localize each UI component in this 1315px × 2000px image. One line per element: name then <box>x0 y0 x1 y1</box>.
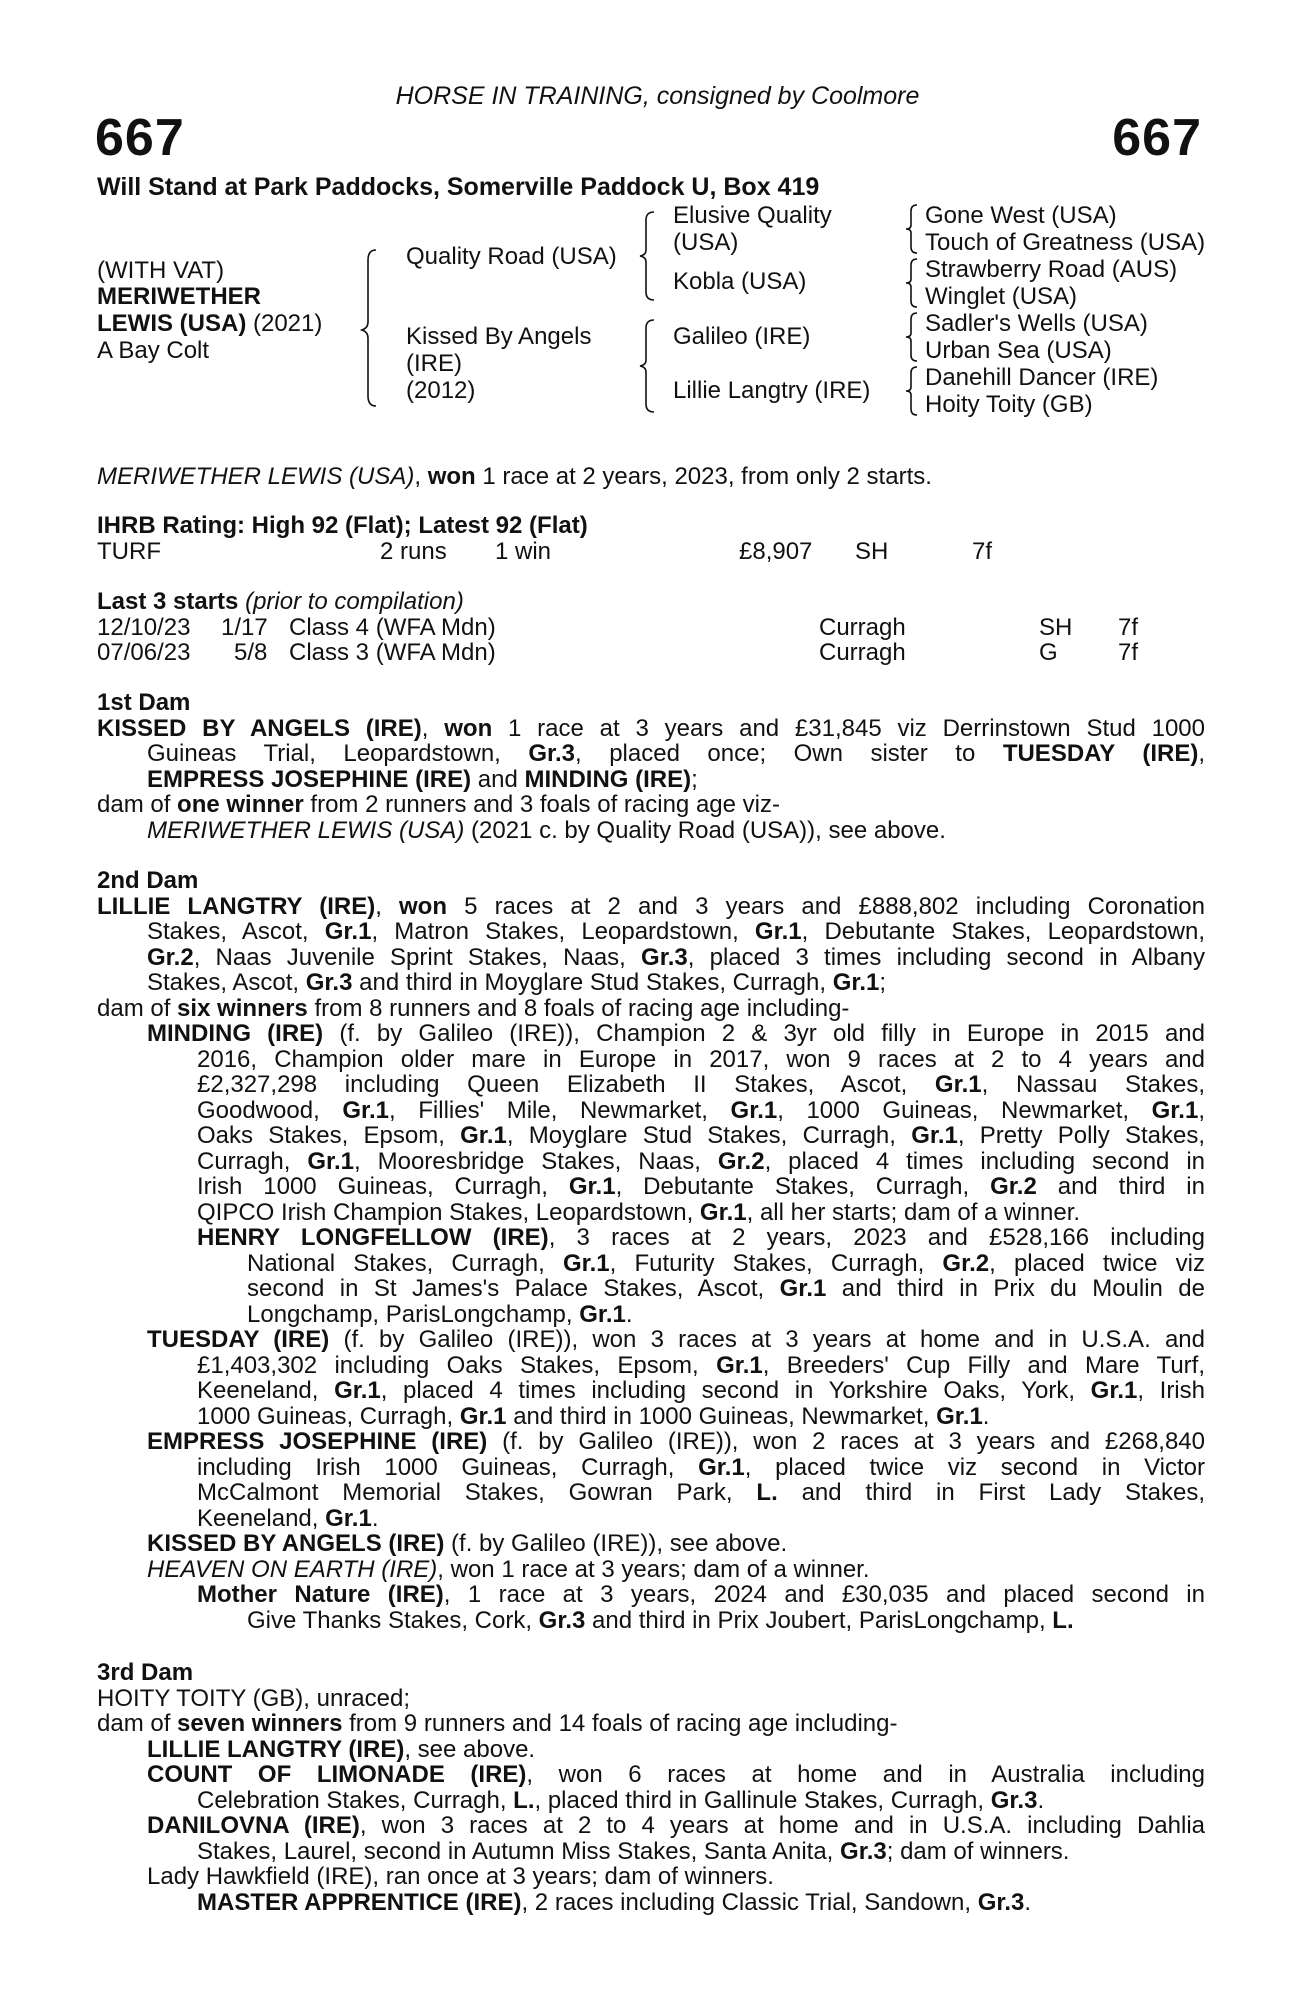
produce-entry: Curragh, Gr.1, Mooresbridge Stakes, Naas, Gr.2, placed 4 times including second in <box>197 1147 1206 1175</box>
gg-3: Strawberry Road (AUS) <box>925 256 1178 283</box>
pedigree-brace-3 <box>640 318 660 414</box>
start-going: SH <box>1039 613 1073 641</box>
produce-entry: KISSED BY ANGELS (IRE) (f. by Galileo (IRE)), see above. <box>147 1530 788 1557</box>
produce-entry: £2,327,298 including Queen Elizabeth II Stakes, Ascot, Gr.1, Nassau Stakes, <box>197 1071 1206 1098</box>
horse-name-line2: LEWIS (USA) <box>97 310 247 337</box>
produce-entry: McCalmont Memorial Stakes, Gowran Park, L. and third in First Lady Stakes, <box>197 1479 1205 1506</box>
produce-entry: Lady Hawkfield (IRE), ran once at 3 years; dam of winners. <box>147 1863 774 1890</box>
sire-sire-line2: (USA) <box>673 229 739 256</box>
sire-dam: Kobla (USA) <box>673 268 807 295</box>
gg-1: Gone West (USA) <box>925 202 1117 229</box>
summary-rest: 1 race at 2 years, 2023, from only 2 starts. <box>475 463 932 490</box>
produce-entry: MINDING (IRE) (f. by Galileo (IRE)), Champion 2 & 3yr old filly in Europe in 2015 and <box>147 1020 1205 1047</box>
produce-entry: 1000 Guineas, Curragh, Gr.1 and third in 1000 Guineas, Newmarket, Gr.1. <box>197 1402 990 1430</box>
pedigree-brace-7 <box>905 365 921 417</box>
start-course: Curragh <box>819 613 906 641</box>
rating-turf-row <box>97 539 1205 565</box>
first-dam-line: dam of one winner from 2 runners and 3 foals of racing age viz- <box>97 791 780 818</box>
last-starts-heading-wrap <box>97 589 1205 615</box>
produce-entry: Celebration Stakes, Curragh, L., placed third in Gallinule Stakes, Curragh, Gr.3. <box>197 1786 1045 1814</box>
first-dam-line: Guineas Trial, Leopardstown, Gr.3, placed once; Own sister to TUESDAY (IRE), <box>147 740 1206 767</box>
catalogue-header: HORSE IN TRAINING, consigned by Coolmore <box>395 82 920 110</box>
produce-entry: Give Thanks Stakes, Cork, Gr.3 and third in Prix Joubert, ParisLongchamp, L. <box>247 1606 1074 1634</box>
horse-name-line1: MERIWETHER <box>97 283 261 310</box>
third-dam-line: dam of seven winners from 9 runners and 14 foals of racing age including- <box>97 1710 898 1737</box>
second-dam-line: Gr.2, Naas Juvenile Sprint Stakes, Naas, Gr.3, placed 3 times including second in Albany <box>147 943 1206 971</box>
produce-entry: DANILOVNA (IRE), won 3 races at 2 to 4 years at home and in U.S.A. including Dahlia <box>147 1812 1205 1839</box>
second-dam-line: Stakes, Ascot, Gr.1, Matron Stakes, Leopardstown, Gr.1, Debutante Stakes, Leopardstown, <box>147 918 1206 945</box>
produce-entry: COUNT OF LIMONADE (IRE), won 6 races at home and in Australia including <box>147 1761 1205 1788</box>
pedigree-brace-6 <box>905 311 921 363</box>
start-race: Class 3 (WFA Mdn) <box>289 639 496 666</box>
produce-entry: National Stakes, Curragh, Gr.1, Futurity Stakes, Curragh, Gr.2, placed twice viz <box>247 1249 1205 1277</box>
pedigree-brace-4 <box>905 203 921 255</box>
last-starts-note: (prior to compilation) <box>238 588 464 615</box>
start-race: Class 4 (WFA Mdn) <box>289 613 496 641</box>
last-starts-heading: Last 3 starts <box>97 588 239 615</box>
lot-number-right: 667 <box>1112 109 1202 167</box>
produce-entry: Stakes, Laurel, second in Autumn Miss Stakes, Santa Anita, Gr.3; dam of winners. <box>197 1837 1070 1865</box>
last-starts-section <box>97 589 1205 666</box>
rating-going: SH <box>855 537 889 565</box>
start-course: Curragh <box>819 639 906 666</box>
produce-entry: including Irish 1000 Guineas, Curragh, Gr.1, placed twice viz second in Victor <box>197 1453 1205 1481</box>
dam-line3: (2012) <box>406 377 476 404</box>
vat-note: (WITH VAT) <box>97 257 225 284</box>
dam-line2: (IRE) <box>406 350 462 377</box>
first-dam-line: KISSED BY ANGELS (IRE), won 1 race at 3 years and £31,845 viz Derrinstown Stud 1000 <box>97 714 1205 742</box>
gg-2: Touch of Greatness (USA) <box>925 229 1206 256</box>
first-dam-heading: 1st Dam <box>97 689 191 716</box>
horse-name-line2-wrap <box>97 310 322 337</box>
first-dam-line: EMPRESS JOSEPHINE (IRE) and MINDING (IRE); <box>147 765 698 793</box>
third-dam-heading: 3rd Dam <box>97 1659 194 1686</box>
second-dam-line: Stakes, Ascot, Gr.3 and third in Moyglare Stud Stakes, Curragh, Gr.1; <box>147 969 887 996</box>
gg-8: Hoity Toity (GB) <box>925 391 1093 418</box>
produce-entry: HEAVEN ON EARTH (IRE), won 1 race at 3 years; dam of a winner. <box>147 1555 870 1583</box>
pedigree-brace-5 <box>905 257 921 309</box>
produce-entry: Mother Nature (IRE), 1 race at 3 years, 2024 and £30,035 and placed second in <box>197 1581 1205 1608</box>
dam-dam: Lillie Langtry (IRE) <box>673 377 871 404</box>
produce-entry: Longchamp, ParisLongchamp, Gr.1. <box>247 1300 633 1328</box>
last-start-row <box>97 615 1205 641</box>
horse-description: A Bay Colt <box>97 337 210 364</box>
rating-prize: £8,907 <box>739 537 813 565</box>
lot-number-left: 667 <box>95 109 185 167</box>
race-summary: MERIWETHER LEWIS (USA), won 1 race at 2 years, 2023, from only 2 starts. <box>97 463 932 490</box>
produce-entry: TUESDAY (IRE) (f. by Galileo (IRE)), won 3 races at 3 years at home and in U.S.A. and <box>147 1326 1205 1353</box>
summary-horse-name: MERIWETHER LEWIS (USA) <box>97 463 415 490</box>
horse-year: (2021) <box>246 310 323 337</box>
pedigree-brace-2 <box>640 210 660 302</box>
first-dam-line: MERIWETHER LEWIS (USA) (2021 c. by Quality Road (USA)), see above. <box>147 816 946 844</box>
sire-sire-line1: Elusive Quality <box>673 202 832 229</box>
produce-entry: Oaks Stakes, Epsom, Gr.1, Moyglare Stud Stakes, Curragh, Gr.1, Pretty Polly Stakes, <box>197 1122 1206 1149</box>
second-dam-line: dam of six winners from 8 runners and 8 foals of racing age including- <box>97 994 850 1022</box>
rating-runs: 2 runs <box>380 537 447 565</box>
gg-6: Urban Sea (USA) <box>925 337 1112 364</box>
produce-entry: £1,403,302 including Oaks Stakes, Epsom, Gr.1, Breeders' Cup Filly and Mare Turf, <box>197 1351 1205 1379</box>
stand-location: Will Stand at Park Paddocks, Somerville Paddock U, Box 419 <box>97 173 820 201</box>
first-dam-section <box>97 690 1205 843</box>
second-dam-section <box>97 868 1205 1633</box>
start-going: G <box>1039 639 1058 666</box>
pedigree-brace-1 <box>362 248 382 408</box>
produce-entry: QIPCO Irish Champion Stakes, Leopardstown, Gr.1, all her starts; dam of a winner. <box>197 1198 1081 1226</box>
dam-line1: Kissed By Angels <box>406 323 592 350</box>
rating-wins: 1 win <box>495 537 552 565</box>
produce-entry: HENRY LONGFELLOW (IRE), 3 races at 2 years, 2023 and £528,166 including <box>197 1224 1206 1251</box>
produce-entry: Goodwood, Gr.1, Fillies' Mile, Newmarket, Gr.1, 1000 Guineas, Newmarket, Gr.1, <box>197 1096 1205 1124</box>
produce-entry: second in St James's Palace Stakes, Ascot, Gr.1 and third in Prix du Moulin de <box>247 1275 1205 1302</box>
produce-entry: Irish 1000 Guineas, Curragh, Gr.1, Debutante Stakes, Curragh, Gr.2 and third in <box>197 1173 1205 1200</box>
gg-7: Danehill Dancer (IRE) <box>925 364 1159 391</box>
produce-entry: 2016, Champion older mare in Europe in 2017, won 9 races at 2 to 4 years and <box>197 1045 1205 1073</box>
gg-5: Sadler's Wells (USA) <box>925 310 1148 337</box>
gg-4: Winglet (USA) <box>925 283 1078 310</box>
sire: Quality Road (USA) <box>406 243 617 270</box>
third-dam-section <box>97 1660 1205 1915</box>
start-distance: 7f <box>1118 639 1139 666</box>
start-position: 1/17 <box>221 613 268 641</box>
second-dam-line: LILLIE LANGTRY (IRE), won 5 races at 2 and 3 years and £888,802 including Coronation <box>97 892 1205 920</box>
produce-entry: MASTER APPRENTICE (IRE), 2 races including Classic Trial, Sandown, Gr.3. <box>197 1888 1032 1916</box>
third-dam-line: HOITY TOITY (GB), unraced; <box>97 1684 410 1712</box>
summary-won: won <box>427 463 476 490</box>
rating-section <box>97 513 1205 564</box>
rating-heading: IHRB Rating: High 92 (Flat); Latest 92 (Flat) <box>97 512 588 539</box>
produce-entry: LILLIE LANGTRY (IRE), see above. <box>147 1735 536 1763</box>
start-position: 5/8 <box>234 639 268 666</box>
produce-entry: Keeneland, Gr.1. <box>197 1504 379 1532</box>
dam-sire: Galileo (IRE) <box>673 323 811 350</box>
produce-entry: Keeneland, Gr.1, placed 4 times including second in Yorkshire Oaks, York, Gr.1, Irish <box>197 1377 1205 1404</box>
rating-surface: TURF <box>97 537 161 565</box>
rating-distance: 7f <box>972 537 993 565</box>
second-dam-heading: 2nd Dam <box>97 867 199 894</box>
start-date: 07/06/23 <box>97 639 191 666</box>
start-date: 12/10/23 <box>97 613 191 641</box>
produce-entry: EMPRESS JOSEPHINE (IRE) (f. by Galileo (IRE)), won 2 races at 3 years and £268,840 <box>147 1428 1206 1455</box>
last-start-row <box>97 640 1205 666</box>
start-distance: 7f <box>1118 613 1139 641</box>
